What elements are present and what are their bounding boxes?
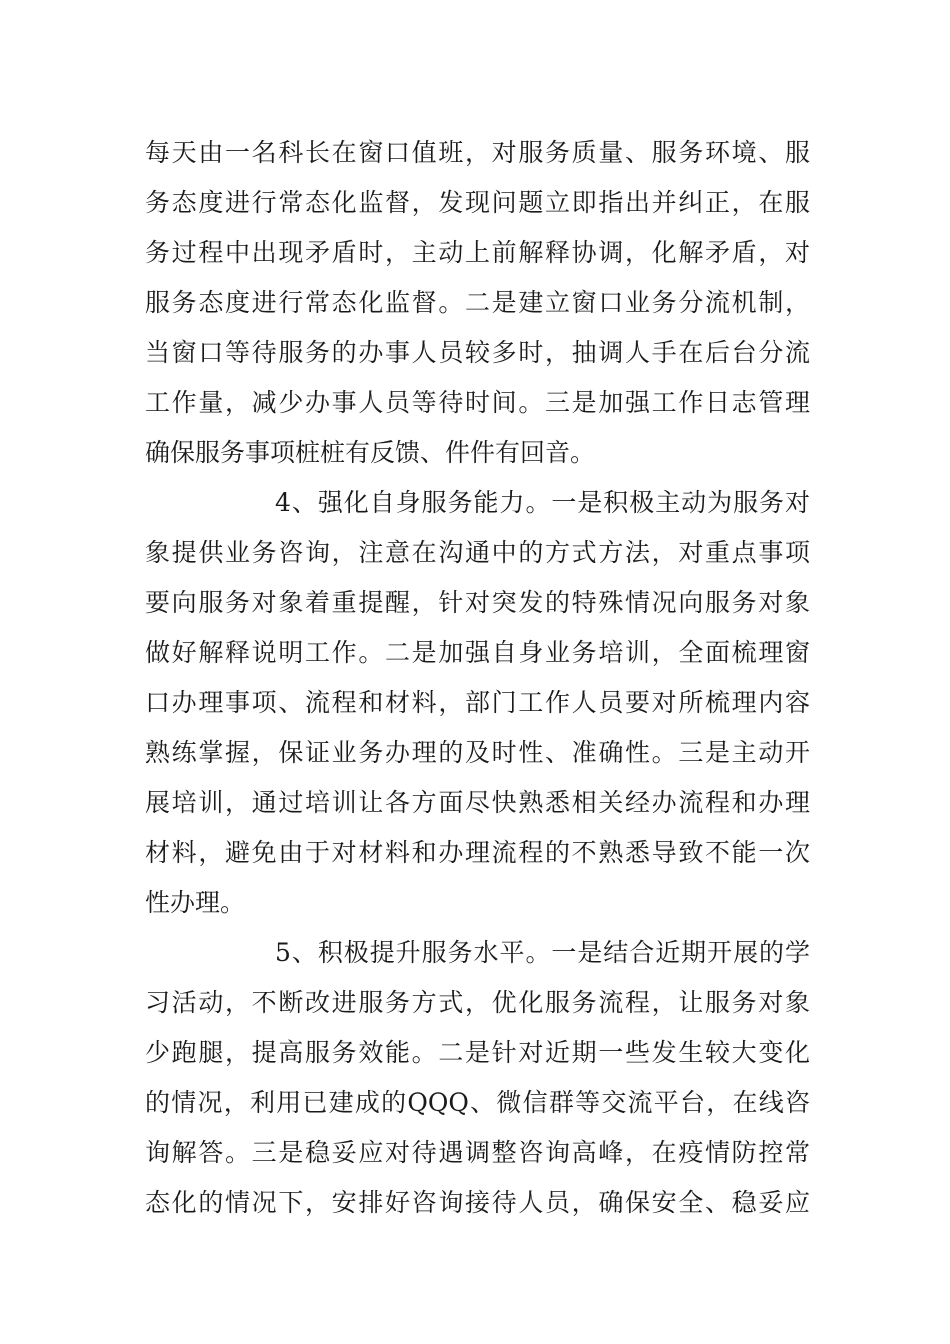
text-line: 询解答。三是稳妥应对待遇调整咨询高峰，在疫情防控常 — [145, 1138, 810, 1167]
text-line: 性办理。 — [145, 888, 246, 917]
body-text — [145, 128, 810, 1228]
text-line: 少跑腿，提高服务效能。二是针对近期一些发生较大变化 — [145, 1038, 810, 1067]
text-line: 要向服务对象着重提醒，针对突发的特殊情况向服务对象 — [145, 588, 810, 617]
text-line: 服务态度进行常态化监督。二是建立窗口业务分流机制， — [145, 288, 810, 317]
text-line-indented: 5、积极提升服务水平。一是结合近期开展的学 — [275, 938, 810, 967]
text-line: 当窗口等待服务的办事人员较多时，抽调人手在后台分流 — [145, 338, 810, 367]
paragraph-5 — [145, 928, 810, 1228]
paragraph-continued — [145, 128, 810, 478]
text-line: 口办理事项、流程和材料，部门工作人员要对所梳理内容 — [145, 688, 810, 717]
text-line: 熟练掌握，保证业务办理的及时性、准确性。三是主动开 — [145, 738, 810, 767]
text-line-indented: 4、强化自身服务能力。一是积极主动为服务对 — [275, 488, 810, 517]
text-line: 务态度进行常态化监督，发现问题立即指出并纠正，在服 — [145, 188, 810, 217]
text-line: 展培训，通过培训让各方面尽快熟悉相关经办流程和办理 — [145, 788, 810, 817]
text-line: 工作量，减少办事人员等待时间。三是加强工作日志管理 — [145, 388, 810, 417]
text-line: 确保服务事项桩桩有反馈、件件有回音。 — [145, 438, 596, 467]
text-line: 做好解释说明工作。二是加强自身业务培训，全面梳理窗 — [145, 638, 810, 667]
text-line: 态化的情况下，安排好咨询接待人员，确保安全、稳妥应 — [145, 1188, 810, 1217]
text-line: 务过程中出现矛盾时，主动上前解释协调，化解矛盾，对 — [145, 238, 810, 267]
text-line: 习活动，不断改进服务方式，优化服务流程，让服务对象 — [145, 988, 810, 1017]
text-line: 的情况，利用已建成的QQQ、微信群等交流平台，在线咨 — [145, 1088, 810, 1117]
text-line: 材料，避免由于对材料和办理流程的不熟悉导致不能一次 — [145, 838, 810, 867]
text-line: 象提供业务咨询，注意在沟通中的方式方法，对重点事项 — [145, 538, 810, 567]
paragraph-4 — [145, 478, 810, 928]
text-line: 每天由一名科长在窗口值班，对服务质量、服务环境、服 — [145, 138, 810, 167]
